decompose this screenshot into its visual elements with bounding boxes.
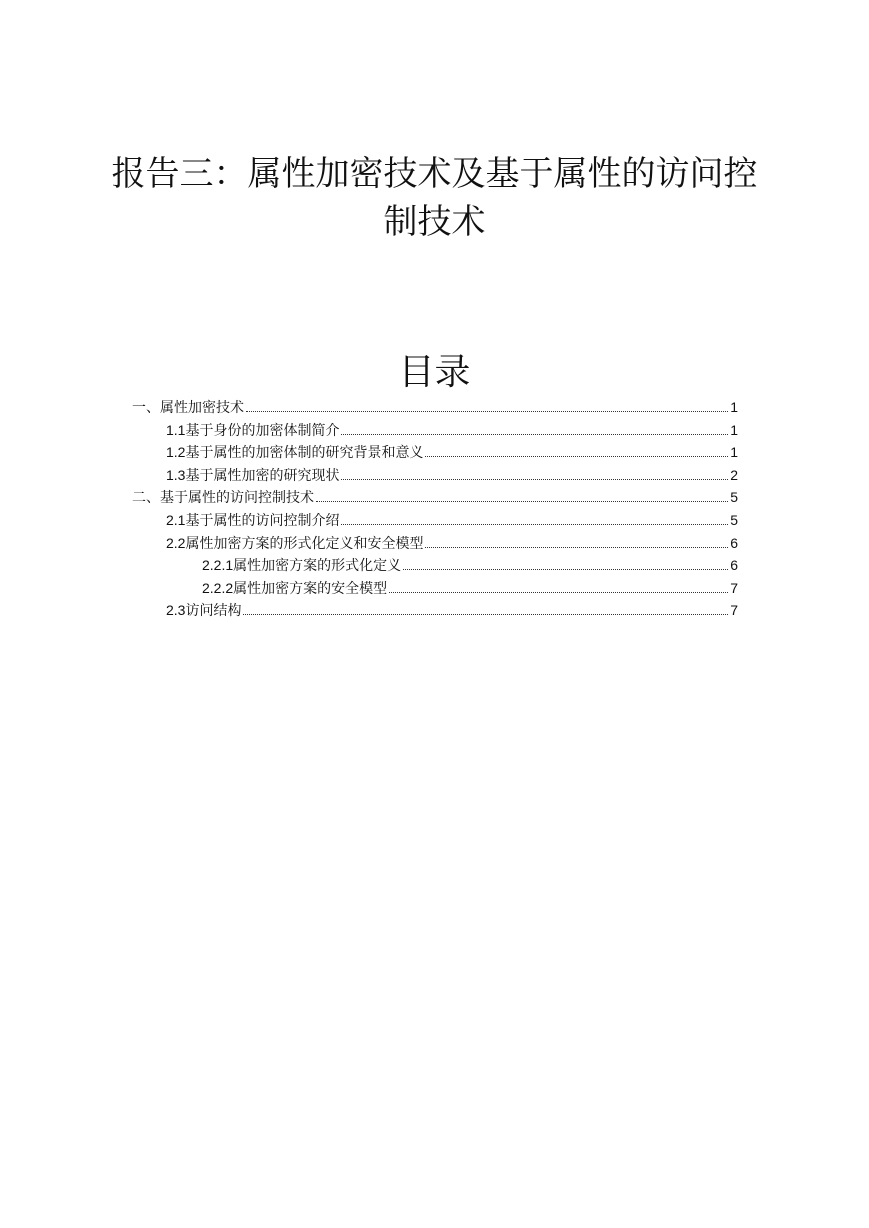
toc-entry[interactable] <box>132 486 738 509</box>
toc-entry[interactable] <box>132 599 738 622</box>
toc-entry[interactable] <box>132 441 738 464</box>
toc-entry-title: 属性加密方案的安全模型 <box>233 580 388 597</box>
toc-entry-page-number: 1 <box>730 421 738 438</box>
toc-entry-page-number: 6 <box>730 534 738 551</box>
toc-entry-number: 2.3 <box>166 602 186 619</box>
toc-entry[interactable] <box>132 464 738 487</box>
toc-entry-title: 一、属性加密技术 <box>132 400 244 416</box>
toc-dot-leader <box>341 524 728 525</box>
toc-dot-leader <box>341 479 728 480</box>
toc-dot-leader <box>316 501 728 502</box>
toc-entry-title: 基于属性的加密体制的研究背景和意义 <box>185 445 424 462</box>
toc-entry-title: 二、基于属性的访问控制技术 <box>132 490 314 507</box>
toc-entry-page-number: 6 <box>730 557 738 574</box>
toc-entry[interactable] <box>132 577 738 600</box>
toc-entry-number: 2.1 <box>166 511 186 528</box>
toc-dot-leader <box>403 569 728 570</box>
toc-entry-title: 属性加密方案的形式化定义 <box>233 558 402 575</box>
toc-entry[interactable] <box>132 554 738 577</box>
toc-dot-leader <box>341 434 728 435</box>
toc-entry[interactable] <box>132 419 738 442</box>
toc-dot-leader <box>425 547 728 548</box>
toc-entry-page-number: 5 <box>730 489 738 506</box>
toc-entry-page-number: 7 <box>730 579 738 596</box>
toc-entry-number: 1.2 <box>166 444 186 461</box>
document-title-line-2: 制技术 <box>383 202 486 242</box>
toc-entry-title: 属性加密方案的形式化定义和安全模型 <box>185 535 424 552</box>
document-title <box>100 150 769 246</box>
toc-entry[interactable] <box>132 532 738 555</box>
toc-entry-title: 基于属性加密的研究现状 <box>185 467 340 484</box>
toc-entry[interactable] <box>132 396 738 419</box>
toc-dot-leader <box>246 411 728 412</box>
toc-entry-title: 基于属性的访问控制介绍 <box>185 512 340 529</box>
toc-entry-page-number: 1 <box>730 444 738 461</box>
toc-entry-number: 2.2.1 <box>202 557 234 574</box>
toc-entry-page-number: 7 <box>730 602 738 619</box>
toc-entry-page-number: 1 <box>730 399 738 415</box>
document-title-line-1: 报告三：属性加密技术及基于属性的访问控 <box>111 154 758 194</box>
toc-entry-title: 基于身份的加密体制简介 <box>185 422 340 439</box>
toc-heading: 目录 <box>398 352 471 393</box>
toc-entry-title: 访问结构 <box>185 603 242 620</box>
toc-dot-leader <box>243 614 728 615</box>
toc-dot-leader <box>389 592 728 593</box>
toc-entry-page-number: 5 <box>730 511 738 528</box>
table-of-contents <box>132 396 738 622</box>
toc-entry-number: 1.3 <box>166 466 186 483</box>
toc-entry[interactable] <box>132 509 738 532</box>
toc-entry-page-number: 2 <box>730 466 738 483</box>
toc-entry-number: 1.1 <box>166 421 186 438</box>
toc-entry-number: 2.2.2 <box>202 579 234 596</box>
toc-dot-leader <box>425 456 728 457</box>
toc-entry-number: 2.2 <box>166 534 186 551</box>
